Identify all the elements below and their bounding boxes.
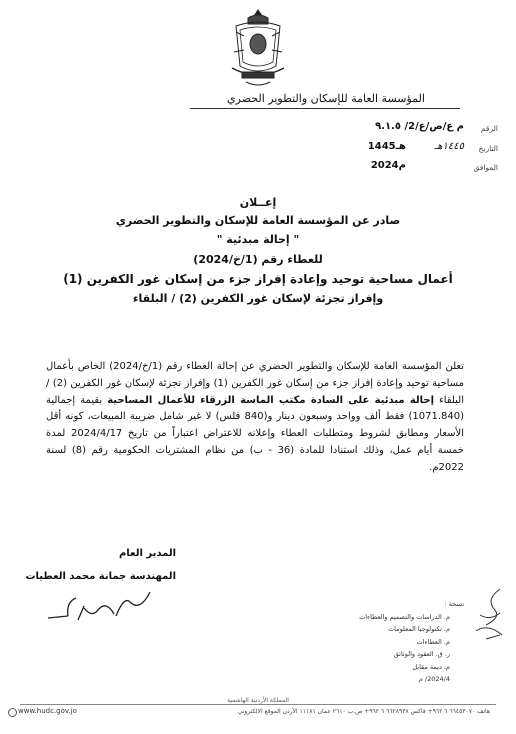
handwritten-initials — [470, 585, 512, 645]
coat-of-arms-emblem — [226, 6, 290, 90]
footer-divider — [20, 704, 496, 705]
copies-item: ر. ق. العقود والوثائق — [393, 650, 450, 658]
copies-label: نسخة : — [444, 600, 464, 608]
handwritten-signature — [40, 586, 160, 626]
announcement-type: " إحالة مبدئية " — [216, 233, 300, 246]
announcement-body — [46, 359, 464, 477]
body-part-3: بقيمة إجمالية (1071.840) فقط ألف وواحد وسبعون دينار و(840 فلس) لا غير شامل ضريبة المبيعات، كونه أقل الأسعار ومطابق لشروط ومتطلبات العطاء وإعلانه للاعتراض اعتباراً من تاريخ 2024/4/17 لمدة خمسة أيام عمل، وذلك استنادا للمادة (36 - ب) من نظام المشتريات الحكومية رقم (8) لسنة 2022م. — [46, 394, 465, 473]
reference-date-label: التاريخ — [478, 144, 498, 153]
tender-number: للعطاء رقم (1/خ/2024) — [193, 253, 323, 266]
announcement-title: إعــلان — [239, 196, 277, 209]
reference-corresponding-value: 2024م — [370, 160, 406, 171]
footer-country-name: المملكة الأردنية الهاشمية — [227, 697, 289, 704]
signatory-title: المدير العام — [118, 548, 176, 559]
reference-date-handwritten: ١٤٤٥هـ — [434, 141, 464, 152]
body-part-bold: إحالة مبدئية على السادة مكتب الماسة الزرقاء للأعمال المساحية — [107, 394, 435, 406]
globe-icon — [8, 708, 17, 717]
reference-date-row — [338, 141, 498, 157]
copies-item: م. تكنولوجيا المعلومات — [387, 625, 450, 633]
reference-number-row — [338, 121, 498, 137]
organization-name: المؤسسة العامة للإسكان والتطوير الحضري — [227, 92, 425, 105]
reference-hijri-year: 1445هـ — [367, 141, 406, 152]
copies-item: م. الدراسات والتصميم والعطاءات — [359, 612, 450, 621]
copies-item: م. العطاءات — [416, 637, 450, 646]
reference-number-label: الرقم — [480, 124, 498, 133]
letterhead-divider — [190, 108, 460, 109]
tender-subject-line1: أعمال مساحية توحيد وإعادة إفراز جزء من إسكان غور الكفرين (1) — [63, 272, 453, 286]
tender-subject-line2: وإفراز تجزئة لإسكان غور الكفرين (2) / البلقاء — [132, 292, 384, 305]
copies-list — [314, 598, 464, 686]
reference-corresponding-row — [338, 160, 498, 176]
reference-number-value: م ع/ص/ع/2/ ٩.١.٥ — [375, 121, 464, 132]
footer-website-link[interactable]: www.hudc.gov.jo — [18, 707, 77, 715]
copies-date: 2024/4/ م — [418, 675, 450, 683]
announcement-issuer: صادر عن المؤسسة العامة للإسكان والتطوير الحضري — [115, 214, 401, 227]
body-part-1: تعلن المؤسسة العامة للإسكان والتطوير الحضري عن إحالة العطاء رقم (1/خ/2024) الخاص بأعمال مساحية توحيد وإعادة إفراز جزء من إسكان غور الكفرين (1) وإفراز تجزئة لإسكان غور الكفرين (2) / البلقاء — [46, 361, 465, 406]
reference-corresponding-label: الموافق — [473, 163, 498, 172]
footer-contact-info: هاتف ٦٦٤٥٣٠٧٠ ٦ ٩٦٢+ فاكس ٦٦٢٨٩٣٨ ٦ ٩٦٢+ ص.ب ٢٦١٠ عمان ١١١٨١ الأردن الموقع الالكتروني — [237, 708, 490, 715]
copies-item: م. ديمة مقابل — [412, 662, 450, 671]
signatory-name: المهندسة جمانة محمد العطيات — [25, 571, 176, 582]
